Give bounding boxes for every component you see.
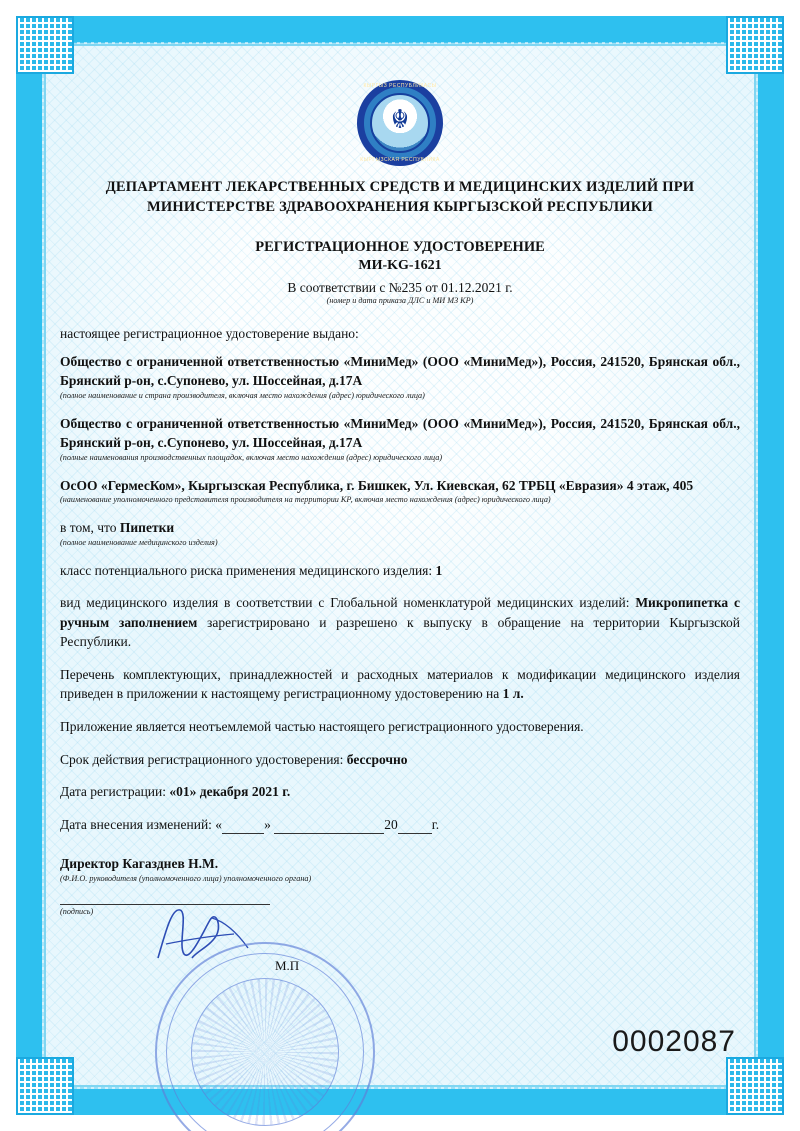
- production-site-caption: (полные наименования производственных площадок, включая место нахождения (адрес) юридического лица): [60, 452, 443, 462]
- manufacturer-caption: (полное наименование и страна производителя, включая место нахождения (адрес) юридического лица): [60, 390, 425, 400]
- device-name: Пипетки: [119, 520, 175, 536]
- amendment-year-blank[interactable]: [398, 833, 432, 834]
- nomenclature-statement: зарегистрировано и разрешено к выпуску в обращение на территории Кыргызской Республики.: [60, 614, 740, 650]
- certificate-content: [60, 62, 740, 1072]
- order-reference-caption: (номер и дата приказа ДЛС и МИ МЗ КР): [326, 296, 474, 306]
- amendment-month-blank[interactable]: [274, 833, 384, 834]
- issuing-authority: ДЕПАРТАМЕНТ ЛЕКАРСТВЕННЫХ СРЕДСТВ И МЕДИЦИНСКИХ ИЗДЕЛИЙ ПРИ МИНИСТЕРСТВЕ ЗДРАВООХРАНЕНИЯ КЫРГЫЗСКОЙ РЕСПУБЛИКИ: [105, 179, 695, 215]
- annex-pages: 1 л.: [502, 686, 524, 702]
- official-stamp: [155, 942, 375, 1131]
- amendment-date-mid2: 20: [384, 816, 398, 832]
- risk-class-label: класс потенциального риска применения медицинского изделия:: [60, 562, 433, 578]
- signature-caption: (подпись): [60, 906, 94, 916]
- signatory-name: Директор Кагазднев Н.М.: [60, 856, 219, 872]
- emblem-ring-text-bottom: КЫРГЫЗСКАЯ РЕСПУБЛИКА: [360, 157, 440, 163]
- device-name-caption: (полное наименование медицинского изделия): [60, 537, 218, 547]
- signature-block: [60, 854, 740, 916]
- emblem-container: [60, 80, 740, 166]
- nomenclature-type: Микропипетка с ручным заполнением: [60, 595, 740, 630]
- annex-text: Перечень комплектующих, принадлежностей и расходных материалов к модификации медицинского изделия приведен в приложении к настоящему регистрационному удостоверению на: [60, 666, 740, 702]
- order-reference: В соответствии с №235 от 01.12.2021 г.: [287, 280, 513, 296]
- nomenclature-label: вид медицинского изделия в соответствии с Глобальной номенклатурой медицинских изделий:: [60, 595, 630, 611]
- manufacturer-name: Общество с ограниченной ответственностью «МиниМед» (ООО «МиниМед»), Россия, 241520, Брянская обл., Брянский р-он, с.Супонево, ул. Шоссейная, д.17А: [60, 353, 740, 389]
- authorized-representative-caption: (наименование уполномоченного представителя производителя на территории КР, включая место нахождения (адрес) юридического лица): [60, 495, 551, 505]
- signatory-caption: (Ф.И.О. руководителя (уполномоченного лица) уполномоченного органа): [60, 873, 312, 883]
- annex-note: Приложение является неотъемлемой частью настоящего регистрационного удостоверения.: [60, 718, 584, 734]
- state-emblem-icon: [357, 80, 443, 166]
- validity-label: Срок действия регистрационного удостоверения:: [60, 751, 344, 767]
- serial-number: 0002087: [612, 1025, 736, 1058]
- amendment-date-mid1: »: [264, 816, 275, 832]
- stamp-label: М.П: [275, 958, 300, 973]
- document-number: МИ-KG-1621: [358, 258, 442, 274]
- registration-date-label: Дата регистрации:: [60, 784, 167, 800]
- registration-date-value: «01» декабря 2021 г.: [169, 784, 291, 800]
- amendment-date-tail: г.: [431, 816, 440, 832]
- emblem-bird-icon: ☬: [390, 105, 410, 135]
- risk-class-value: 1: [435, 562, 443, 578]
- signature-line: [60, 904, 270, 905]
- emblem-ring-text-top: КЫРГЫЗ РЕСПУБЛИКАСЫ: [363, 83, 437, 89]
- production-site-name: Общество с ограниченной ответственностью «МиниМед» (ООО «МиниМед»), Россия, 241520, Брянская обл., Брянский р-он, с.Супонево, ул. Шоссейная, д.17А: [60, 415, 740, 451]
- authorized-representative: ОсОО «ГермесКом», Кыргызская Республика, г. Бишкек, Ул. Киевская, 62 ТРБЦ «Евразия» 4 этаж, 405: [60, 477, 694, 493]
- validity-value: бессрочно: [346, 751, 408, 767]
- amendment-date-row: [60, 815, 740, 835]
- device-prefix: в том, что: [60, 520, 117, 536]
- amendment-day-blank[interactable]: [222, 833, 264, 834]
- issued-to-label: настоящее регистрационное удостоверение выдано:: [60, 326, 359, 342]
- document-title: РЕГИСТРАЦИОННОЕ УДОСТОВЕРЕНИЕ: [255, 239, 545, 256]
- amendment-date-label: Дата внесения изменений: «: [60, 816, 223, 832]
